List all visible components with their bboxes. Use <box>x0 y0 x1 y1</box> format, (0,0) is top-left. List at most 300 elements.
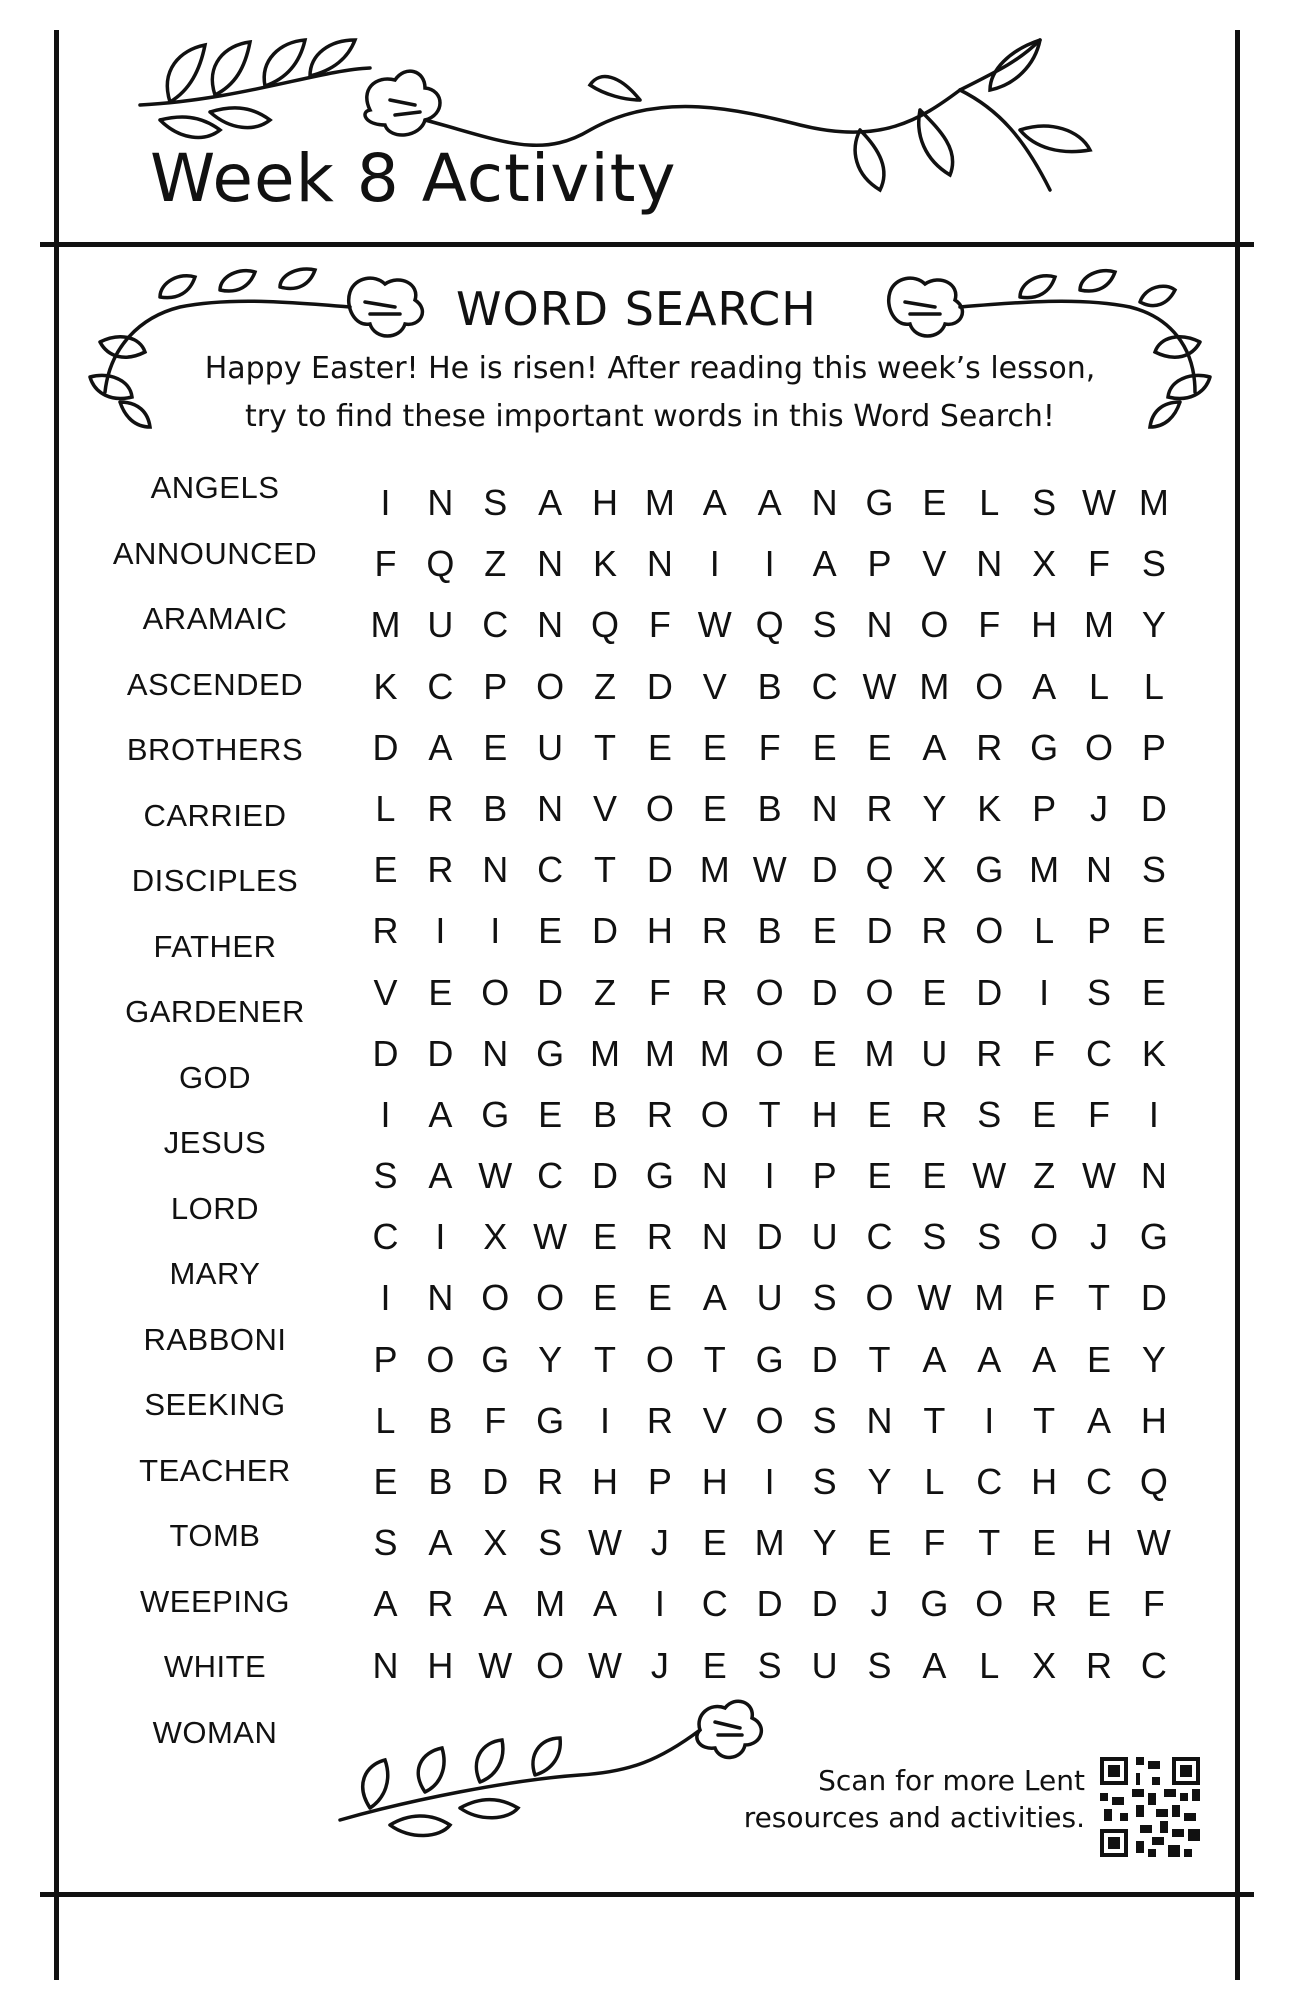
grid-letter[interactable]: R <box>537 1461 564 1502</box>
grid-letter[interactable]: W <box>1082 482 1117 523</box>
grid-letter[interactable]: W <box>752 849 787 891</box>
grid-letter[interactable]: S <box>1141 543 1166 585</box>
grid-letter[interactable]: H <box>701 1461 728 1502</box>
grid-letter[interactable]: R <box>427 849 454 891</box>
grid-letter[interactable]: A <box>483 1583 508 1625</box>
grid-letter[interactable]: I <box>709 543 720 585</box>
grid-letter[interactable]: O <box>865 971 894 1013</box>
grid-letter[interactable]: E <box>867 1522 892 1564</box>
grid-letter[interactable]: B <box>428 1399 453 1441</box>
grid-letter[interactable]: R <box>646 1093 673 1135</box>
grid-letter[interactable]: F <box>1142 1583 1165 1625</box>
grid-letter[interactable]: E <box>867 1093 892 1135</box>
grid-letter[interactable]: D <box>866 910 893 952</box>
grid-letter[interactable]: N <box>537 604 564 646</box>
grid-letter[interactable]: U <box>427 604 454 646</box>
grid-letter[interactable]: L <box>924 1461 945 1502</box>
grid-letter[interactable]: D <box>811 971 838 1013</box>
grid-letter[interactable]: S <box>977 1093 1002 1135</box>
grid-letter[interactable]: K <box>977 787 1002 829</box>
grid-letter[interactable]: W <box>862 665 897 707</box>
grid-letter[interactable]: C <box>537 1155 564 1197</box>
grid-letter[interactable]: T <box>1033 1399 1056 1441</box>
grid-letter[interactable]: R <box>427 1583 454 1625</box>
grid-letter[interactable]: E <box>1032 1522 1057 1564</box>
grid-letter[interactable]: E <box>702 1522 727 1564</box>
grid-letter[interactable]: P <box>1141 726 1166 768</box>
grid-letter[interactable]: B <box>757 787 782 829</box>
grid-letter[interactable]: H <box>646 910 673 952</box>
grid-letter[interactable]: N <box>1086 849 1113 891</box>
grid-letter[interactable]: D <box>811 1583 838 1625</box>
grid-letter[interactable]: M <box>644 1032 675 1074</box>
grid-letter[interactable]: S <box>483 482 508 523</box>
grid-letter[interactable]: N <box>811 482 838 523</box>
grid-letter[interactable]: E <box>1141 971 1166 1013</box>
grid-letter[interactable]: H <box>427 1644 454 1686</box>
grid-letter[interactable]: E <box>538 1093 563 1135</box>
grid-letter[interactable]: W <box>588 1522 622 1564</box>
grid-letter[interactable]: S <box>812 1461 837 1502</box>
grid-letter[interactable]: T <box>923 1399 946 1441</box>
grid-letter[interactable]: M <box>370 604 401 646</box>
grid-letter[interactable]: A <box>1032 1338 1057 1380</box>
grid-letter[interactable]: G <box>920 1583 949 1625</box>
grid-letter[interactable]: T <box>703 1338 726 1380</box>
grid-letter[interactable]: E <box>922 1155 947 1197</box>
grid-letter[interactable]: H <box>1031 604 1058 646</box>
grid-letter[interactable]: D <box>592 1155 618 1197</box>
grid-letter[interactable]: R <box>921 1093 948 1135</box>
grid-letter[interactable]: Z <box>484 543 507 585</box>
grid-letter[interactable]: E <box>812 1032 837 1074</box>
grid-letter[interactable]: A <box>538 482 563 523</box>
grid-letter[interactable]: M <box>919 665 950 707</box>
grid-letter[interactable]: O <box>645 1338 674 1380</box>
grid-letter[interactable]: D <box>482 1461 509 1502</box>
grid-letter[interactable]: S <box>373 1155 398 1197</box>
grid-letter[interactable]: R <box>921 910 948 952</box>
grid-letter[interactable]: W <box>972 1155 1007 1197</box>
grid-letter[interactable]: H <box>1086 1522 1113 1564</box>
grid-letter[interactable]: C <box>1140 1644 1167 1686</box>
grid-letter[interactable]: H <box>1140 1399 1167 1441</box>
grid-letter[interactable]: E <box>483 726 508 768</box>
grid-letter[interactable]: M <box>590 1032 620 1074</box>
grid-letter[interactable]: I <box>1148 1093 1159 1135</box>
grid-letter[interactable]: L <box>1089 665 1110 707</box>
grid-letter[interactable]: O <box>1030 1216 1059 1258</box>
grid-letter[interactable]: P <box>1087 910 1112 952</box>
grid-letter[interactable]: J <box>650 1644 669 1686</box>
grid-letter[interactable]: E <box>922 971 947 1013</box>
grid-letter[interactable]: D <box>811 1338 838 1380</box>
grid-letter[interactable]: N <box>427 482 454 523</box>
grid-letter[interactable]: E <box>702 787 727 829</box>
grid-letter[interactable]: N <box>811 787 838 829</box>
grid-letter[interactable]: S <box>812 1399 837 1441</box>
grid-letter[interactable]: A <box>428 1155 453 1197</box>
grid-letter[interactable]: E <box>538 910 563 952</box>
grid-letter[interactable]: N <box>372 1644 399 1686</box>
grid-letter[interactable]: F <box>1033 1032 1056 1074</box>
grid-letter[interactable]: N <box>646 543 673 585</box>
grid-letter[interactable]: D <box>592 910 618 952</box>
grid-letter[interactable]: D <box>1140 1277 1167 1319</box>
grid-letter[interactable]: Y <box>1141 604 1166 646</box>
grid-letter[interactable]: O <box>755 1399 784 1441</box>
grid-letter[interactable]: G <box>865 482 894 523</box>
grid-letter[interactable]: U <box>537 726 564 768</box>
grid-letter[interactable]: Z <box>594 971 616 1013</box>
grid-letter[interactable]: S <box>757 1644 782 1686</box>
grid-letter[interactable]: I <box>490 910 501 952</box>
grid-letter[interactable]: G <box>1030 726 1059 768</box>
grid-letter[interactable]: D <box>427 1032 454 1074</box>
grid-letter[interactable]: Q <box>755 604 784 646</box>
grid-letter[interactable]: I <box>380 1277 391 1319</box>
grid-letter[interactable]: R <box>1086 1644 1113 1686</box>
grid-letter[interactable]: R <box>866 787 893 829</box>
grid-letter[interactable]: O <box>481 1277 510 1319</box>
grid-letter[interactable]: C <box>1086 1461 1113 1502</box>
grid-letter[interactable]: R <box>427 787 454 829</box>
grid-letter[interactable]: A <box>428 1522 453 1564</box>
grid-letter[interactable]: F <box>1088 1093 1111 1135</box>
grid-letter[interactable]: M <box>864 1032 895 1074</box>
grid-letter[interactable]: I <box>600 1399 611 1441</box>
grid-letter[interactable]: F <box>1033 1277 1056 1319</box>
grid-letter[interactable]: G <box>975 849 1004 891</box>
grid-letter[interactable]: K <box>593 543 618 585</box>
grid-letter[interactable]: E <box>373 1461 398 1502</box>
grid-letter[interactable]: S <box>538 1522 563 1564</box>
grid-letter[interactable]: N <box>1140 1155 1167 1197</box>
grid-letter[interactable]: F <box>923 1522 946 1564</box>
grid-letter[interactable]: V <box>702 1399 727 1441</box>
grid-letter[interactable]: L <box>1143 665 1164 707</box>
grid-letter[interactable]: C <box>1086 1032 1113 1074</box>
grid-letter[interactable]: E <box>593 1277 618 1319</box>
grid-letter[interactable]: E <box>1032 1093 1057 1135</box>
grid-letter[interactable]: Y <box>538 1338 563 1380</box>
grid-letter[interactable]: O <box>536 1277 565 1319</box>
grid-letter[interactable]: S <box>812 604 837 646</box>
grid-letter[interactable]: W <box>588 1644 622 1686</box>
grid-letter[interactable]: O <box>481 971 510 1013</box>
grid-letter[interactable]: O <box>975 665 1004 707</box>
grid-letter[interactable]: H <box>811 1093 838 1135</box>
grid-letter[interactable]: C <box>811 665 838 707</box>
grid-letter[interactable]: F <box>978 604 1001 646</box>
grid-letter[interactable]: O <box>975 910 1004 952</box>
grid-letter[interactable]: F <box>1088 543 1111 585</box>
grid-letter[interactable]: M <box>1084 604 1115 646</box>
grid-letter[interactable]: O <box>975 1583 1004 1625</box>
grid-letter[interactable]: W <box>1136 1522 1171 1564</box>
grid-letter[interactable]: D <box>756 1216 783 1258</box>
grid-letter[interactable]: A <box>428 1093 453 1135</box>
grid-letter[interactable]: G <box>536 1032 565 1074</box>
grid-letter[interactable]: R <box>372 910 399 952</box>
grid-letter[interactable]: E <box>428 971 453 1013</box>
grid-letter[interactable]: W <box>697 604 732 646</box>
grid-letter[interactable]: E <box>647 726 672 768</box>
grid-letter[interactable]: M <box>754 1522 785 1564</box>
grid-letter[interactable]: C <box>976 1461 1003 1502</box>
grid-letter[interactable]: P <box>483 665 508 707</box>
grid-letter[interactable]: H <box>592 1461 618 1502</box>
grid-letter[interactable]: S <box>1141 849 1166 891</box>
grid-letter[interactable]: O <box>536 665 565 707</box>
grid-letter[interactable]: O <box>645 787 674 829</box>
grid-letter[interactable]: N <box>482 849 509 891</box>
grid-letter[interactable]: O <box>755 1032 784 1074</box>
grid-letter[interactable]: K <box>373 665 398 707</box>
grid-letter[interactable]: Y <box>922 787 947 829</box>
grid-letter[interactable]: X <box>922 849 947 891</box>
grid-letter[interactable]: W <box>533 1216 568 1258</box>
grid-letter[interactable]: A <box>922 1338 947 1380</box>
grid-letter[interactable]: I <box>764 543 775 585</box>
grid-letter[interactable]: T <box>594 726 616 768</box>
grid-letter[interactable]: N <box>482 1032 509 1074</box>
grid-letter[interactable]: A <box>977 1338 1002 1380</box>
grid-letter[interactable]: M <box>1138 482 1169 523</box>
grid-letter[interactable]: T <box>594 1338 616 1380</box>
grid-letter[interactable]: U <box>811 1216 838 1258</box>
grid-letter[interactable]: T <box>594 849 616 891</box>
grid-letter[interactable]: E <box>702 726 727 768</box>
grid-letter[interactable]: U <box>921 1032 948 1074</box>
qr-code-icon[interactable] <box>1100 1757 1200 1857</box>
grid-letter[interactable]: P <box>373 1338 398 1380</box>
grid-letter[interactable]: L <box>1034 910 1055 952</box>
grid-letter[interactable]: O <box>1085 726 1114 768</box>
grid-letter[interactable]: J <box>1090 1216 1109 1258</box>
grid-letter[interactable]: T <box>978 1522 1001 1564</box>
grid-letter[interactable]: R <box>1031 1583 1058 1625</box>
grid-letter[interactable]: B <box>428 1461 453 1502</box>
grid-letter[interactable]: B <box>757 665 782 707</box>
grid-letter[interactable]: A <box>812 543 837 585</box>
grid-letter[interactable]: N <box>866 1399 893 1441</box>
grid-letter[interactable]: F <box>648 604 671 646</box>
grid-letter[interactable]: D <box>372 726 399 768</box>
grid-letter[interactable]: G <box>536 1399 565 1441</box>
grid-letter[interactable]: L <box>375 1399 396 1441</box>
grid-letter[interactable]: O <box>426 1338 455 1380</box>
grid-letter[interactable]: I <box>380 482 391 523</box>
grid-letter[interactable]: I <box>654 1583 665 1625</box>
grid-letter[interactable]: N <box>701 1155 728 1197</box>
grid-letter[interactable]: B <box>593 1093 618 1135</box>
grid-letter[interactable]: D <box>756 1583 783 1625</box>
grid-letter[interactable]: L <box>375 787 396 829</box>
grid-letter[interactable]: W <box>1082 1155 1117 1197</box>
grid-letter[interactable]: M <box>699 1032 730 1074</box>
grid-letter[interactable]: N <box>976 543 1003 585</box>
grid-letter[interactable]: I <box>984 1399 995 1441</box>
grid-letter[interactable]: D <box>372 1032 399 1074</box>
grid-letter[interactable]: E <box>812 726 837 768</box>
grid-letter[interactable]: A <box>702 482 727 523</box>
grid-letter[interactable]: F <box>758 726 781 768</box>
grid-letter[interactable]: V <box>922 543 947 585</box>
grid-letter[interactable]: D <box>1140 787 1167 829</box>
grid-letter[interactable]: Z <box>1033 1155 1056 1197</box>
grid-letter[interactable]: A <box>757 482 782 523</box>
grid-letter[interactable]: G <box>481 1093 510 1135</box>
grid-letter[interactable]: C <box>372 1216 399 1258</box>
grid-letter[interactable]: G <box>481 1338 510 1380</box>
grid-letter[interactable]: P <box>867 543 892 585</box>
grid-letter[interactable]: W <box>478 1155 513 1197</box>
grid-letter[interactable]: B <box>483 787 508 829</box>
grid-letter[interactable]: A <box>922 726 947 768</box>
grid-letter[interactable]: J <box>650 1522 669 1564</box>
grid-letter[interactable]: Q <box>426 543 455 585</box>
grid-letter[interactable]: I <box>435 1216 446 1258</box>
grid-letter[interactable]: M <box>644 482 675 523</box>
grid-letter[interactable]: S <box>922 1216 947 1258</box>
grid-letter[interactable]: D <box>646 849 673 891</box>
grid-letter[interactable]: Y <box>812 1522 837 1564</box>
grid-letter[interactable]: E <box>593 1216 618 1258</box>
grid-letter[interactable]: T <box>758 1093 781 1135</box>
grid-letter[interactable]: L <box>979 482 1000 523</box>
grid-letter[interactable]: I <box>1039 971 1050 1013</box>
grid-letter[interactable]: P <box>1032 787 1057 829</box>
grid-letter[interactable]: A <box>1087 1399 1112 1441</box>
grid-letter[interactable]: R <box>976 1032 1003 1074</box>
grid-letter[interactable]: A <box>922 1644 947 1686</box>
grid-letter[interactable]: R <box>976 726 1003 768</box>
grid-letter[interactable]: D <box>537 971 564 1013</box>
grid-letter[interactable]: A <box>373 1583 398 1625</box>
grid-letter[interactable]: I <box>435 910 446 952</box>
grid-letter[interactable]: S <box>812 1277 837 1319</box>
grid-letter[interactable]: C <box>866 1216 893 1258</box>
grid-letter[interactable]: C <box>427 665 454 707</box>
grid-letter[interactable]: I <box>764 1461 775 1502</box>
grid-letter[interactable]: X <box>483 1522 508 1564</box>
grid-letter[interactable]: C <box>537 849 564 891</box>
grid-letter[interactable]: N <box>701 1216 728 1258</box>
grid-letter[interactable]: M <box>1029 849 1060 891</box>
grid-letter[interactable]: E <box>812 910 837 952</box>
grid-letter[interactable]: O <box>700 1093 729 1135</box>
grid-letter[interactable]: A <box>428 726 453 768</box>
grid-letter[interactable]: N <box>427 1277 454 1319</box>
grid-letter[interactable]: S <box>977 1216 1002 1258</box>
grid-letter[interactable]: D <box>811 849 838 891</box>
grid-letter[interactable]: D <box>976 971 1003 1013</box>
grid-letter[interactable]: G <box>1139 1216 1168 1258</box>
grid-letter[interactable]: Q <box>865 849 894 891</box>
grid-letter[interactable]: F <box>484 1399 507 1441</box>
grid-letter[interactable]: H <box>1031 1461 1058 1502</box>
grid-letter[interactable]: X <box>1032 1644 1057 1686</box>
grid-letter[interactable]: E <box>373 849 398 891</box>
grid-letter[interactable]: E <box>867 726 892 768</box>
grid-letter[interactable]: V <box>373 971 398 1013</box>
grid-letter[interactable]: A <box>1032 665 1057 707</box>
grid-letter[interactable]: I <box>380 1093 391 1135</box>
grid-letter[interactable]: X <box>1032 543 1057 585</box>
grid-letter[interactable]: C <box>482 604 509 646</box>
grid-letter[interactable]: S <box>373 1522 398 1564</box>
grid-letter[interactable]: N <box>866 604 893 646</box>
grid-letter[interactable]: S <box>1087 971 1112 1013</box>
grid-letter[interactable]: U <box>756 1277 783 1319</box>
grid-letter[interactable]: F <box>648 971 671 1013</box>
grid-letter[interactable]: E <box>867 1155 892 1197</box>
grid-letter[interactable]: W <box>478 1644 513 1686</box>
grid-letter[interactable]: A <box>702 1277 727 1319</box>
grid-letter[interactable]: E <box>922 482 947 523</box>
grid-letter[interactable]: V <box>702 665 727 707</box>
grid-letter[interactable]: G <box>645 1155 674 1197</box>
grid-letter[interactable]: E <box>647 1277 672 1319</box>
grid-letter[interactable]: Y <box>867 1461 892 1502</box>
grid-letter[interactable]: N <box>537 787 564 829</box>
grid-letter[interactable]: W <box>917 1277 952 1319</box>
grid-letter[interactable]: E <box>1087 1583 1112 1625</box>
grid-letter[interactable]: B <box>757 910 782 952</box>
grid-letter[interactable]: R <box>646 1399 673 1441</box>
grid-letter[interactable]: Y <box>1141 1338 1166 1380</box>
grid-letter[interactable]: E <box>1087 1338 1112 1380</box>
grid-letter[interactable]: U <box>811 1644 838 1686</box>
grid-letter[interactable]: S <box>1032 482 1057 523</box>
grid-letter[interactable]: M <box>699 849 730 891</box>
grid-letter[interactable]: X <box>483 1216 508 1258</box>
grid-letter[interactable]: A <box>593 1583 618 1625</box>
grid-letter[interactable]: D <box>646 665 673 707</box>
grid-letter[interactable]: Z <box>594 665 616 707</box>
grid-letter[interactable]: J <box>870 1583 889 1625</box>
grid-letter[interactable]: T <box>1088 1277 1111 1319</box>
grid-letter[interactable]: P <box>812 1155 837 1197</box>
grid-letter[interactable]: M <box>535 1583 566 1625</box>
grid-letter[interactable]: K <box>1141 1032 1166 1074</box>
grid-letter[interactable]: M <box>974 1277 1005 1319</box>
grid-letter[interactable]: H <box>592 482 618 523</box>
grid-letter[interactable]: R <box>646 1216 673 1258</box>
grid-letter[interactable]: S <box>867 1644 892 1686</box>
grid-letter[interactable]: E <box>702 1644 727 1686</box>
grid-letter[interactable]: E <box>1141 910 1166 952</box>
grid-letter[interactable]: G <box>755 1338 784 1380</box>
grid-letter[interactable]: N <box>537 543 564 585</box>
grid-letter[interactable]: R <box>701 910 728 952</box>
grid-letter[interactable]: T <box>868 1338 891 1380</box>
grid-letter[interactable]: O <box>536 1644 565 1686</box>
grid-letter[interactable]: O <box>920 604 949 646</box>
grid-letter[interactable]: Q <box>591 604 620 646</box>
grid-letter[interactable]: L <box>979 1644 1000 1686</box>
grid-letter[interactable]: J <box>1090 787 1109 829</box>
grid-letter[interactable]: P <box>647 1461 672 1502</box>
grid-letter[interactable]: F <box>374 543 397 585</box>
grid-letter[interactable]: I <box>764 1155 775 1197</box>
grid-letter[interactable]: R <box>701 971 728 1013</box>
grid-letter[interactable]: C <box>701 1583 728 1625</box>
grid-letter[interactable]: O <box>865 1277 894 1319</box>
grid-letter[interactable]: O <box>755 971 784 1013</box>
grid-letter[interactable]: V <box>593 787 618 829</box>
